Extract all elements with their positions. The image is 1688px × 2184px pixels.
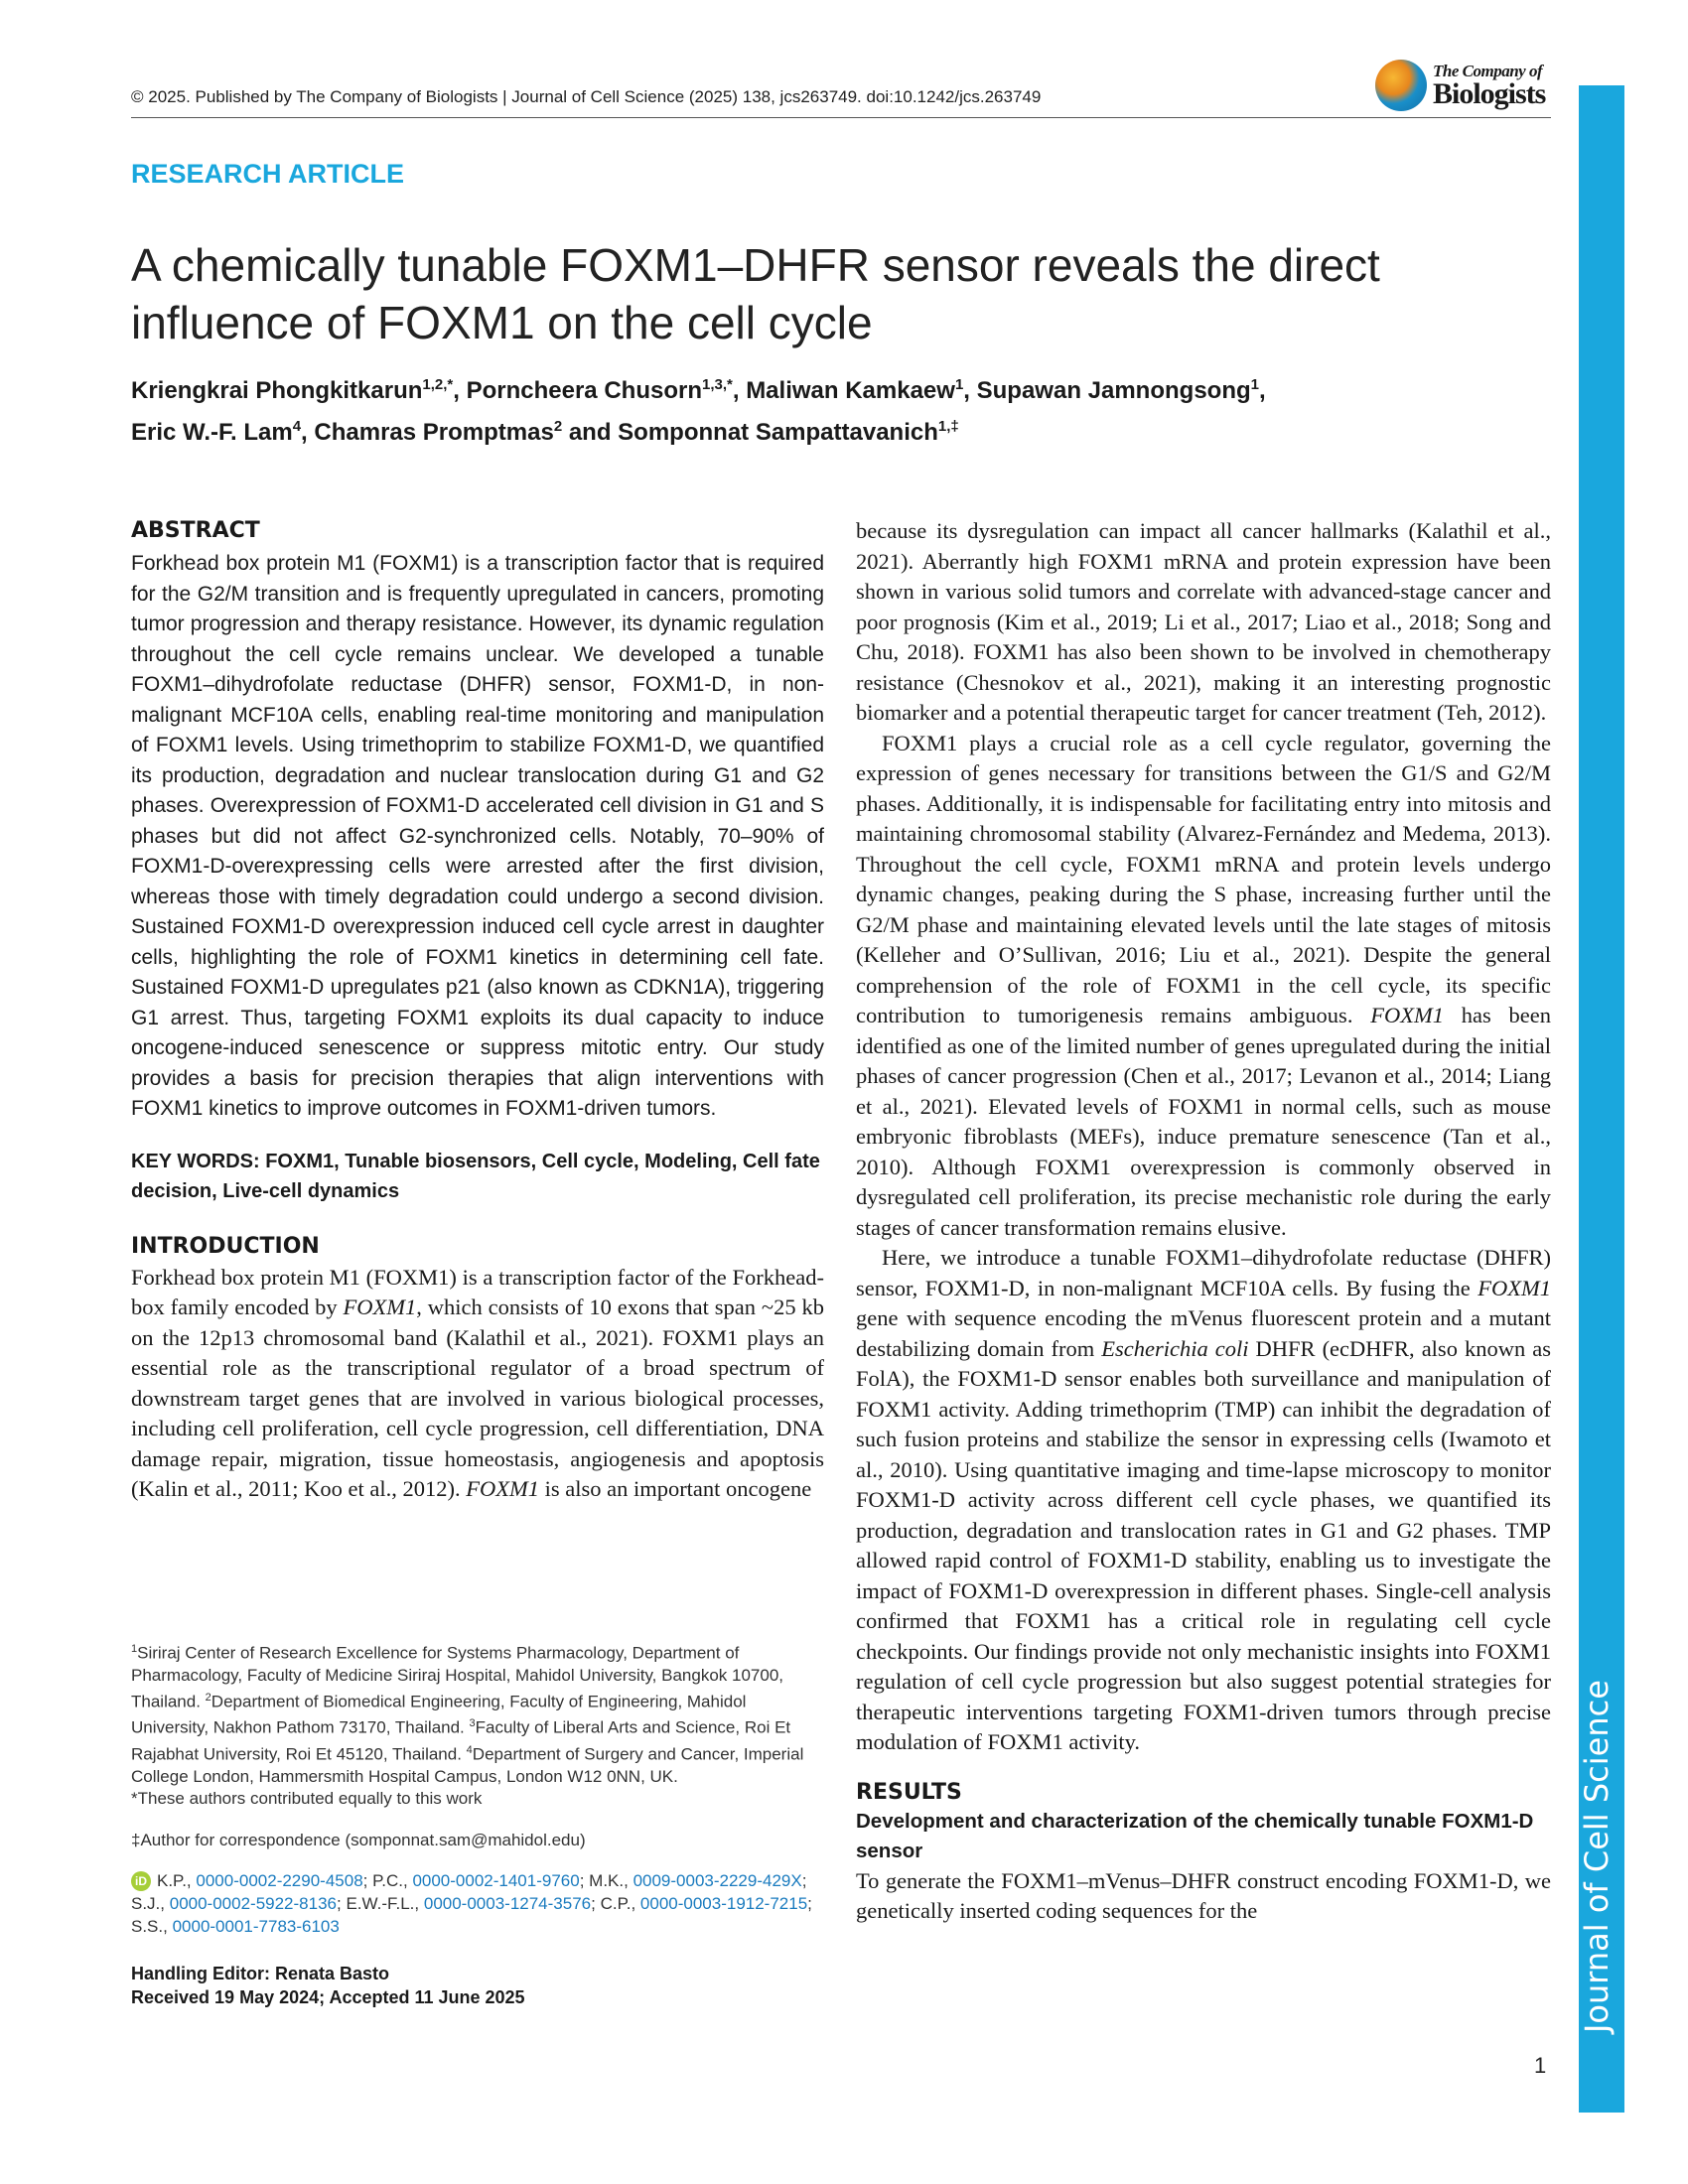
author-list [131,367,1561,451]
orcid-separator: ; [807,1893,812,1913]
author: Supawan Jamnongsong [976,377,1251,404]
page-number: 1 [1534,2053,1547,2078]
author-separator: , [301,419,315,446]
orcid-author: K.P., [157,1870,197,1890]
orcid-link[interactable]: 0000-0001-7783-6103 [172,1916,340,1936]
author-separator: , [1259,377,1266,404]
sidebar-journal-name: Journal of Cell Science [1578,1680,1616,2033]
correspondence-note: ‡Author for correspondence (somponnat.sam@mahidol.edu) [131,1830,586,1849]
received-accepted-dates: Received 19 May 2024; Accepted 11 June 2025 [131,1986,525,2007]
body-text: gene with sequence encoding the mVenus fluorescent protein and a mutant destabilizing domain from [856,1305,1551,1361]
orcid-link[interactable]: 0000-0003-1912-7215 [639,1893,808,1913]
author-affiliation-marker: 1,‡ [937,418,959,435]
author: Chamras Promptmas [314,419,554,446]
orcid-author: M.K., [589,1870,633,1890]
paragraph-cancer-hallmarks: because its dysregulation can impact all cancer hallmarks (Kalathil et al., 2021). Aberrantly high FOXM1 mRNA and protein expression have been shown in various solid tumors and correlate with advanced-stage cancer and poor prognosis (Kim et al., 2019; Li et al., 2017; Liao et al., 2018; Song and Chu, 2018). FOXM1 has also been shown to be involved in chemotherapy resistance (Chesnokov et al., 2021), making it an interesting prognostic biomarker and a potential therapeutic target for cancer treatment (Teh, 2012). [856,518,1551,725]
gene-name: FOXM1 [1477,1275,1551,1300]
abstract-text: Forkhead box protein M1 (FOXM1) is a transcription factor that is required for the G2/M transition and is frequently upregulated in cancers, promoting tumor progression and therapy resistance. However, its dynamic regulation throughout the cell cycle remains unclear. We developed a tunable FOXM1–dihydrofolate reductase (DHFR) sensor, FOXM1-D, in non-malignant MCF10A cells, enabling real-time monitoring and manipulation of FOXM1 levels. Using trimethoprim to stabilize FOXM1-D, we quantified its production, degradation and nuclear translocation during G1 and G2 phases. Overexpression of FOXM1-D accelerated cell division in G1 and S phases but did not affect G2-synchronized cells. Notably, 70–90% of FOXM1-D-overexpressing cells were arrested after the first division, whereas those with timely degradation could undergo a second division. Sustained FOXM1-D overexpression induced cell cycle arrest in daughter cells, highlighting the role of FOXM1 kinetics in determining cell fate. Sustained FOXM1-D upregulates p21 (also known as CDKN1A), triggering G1 arrest. Thus, targeting FOXM1 exploits its dual capacity to induce oncogene-induced senescence or suppress mitotic entry. Our study provides a basis for precision therapies that align interventions with FOXM1 kinetics to improve outcomes in FOXM1-driven tumors. [131,552,824,1120]
header-rule [131,117,1551,118]
author-affiliation-marker: 1,2,* [422,376,454,393]
results-subheading: Development and characterization of the chemically tunable FOXM1-D sensor [856,1809,1534,1862]
gene-name: FOXM1 [1370,1003,1444,1027]
author-affiliation-marker: 1 [1250,376,1259,393]
abstract-section [131,518,824,1505]
orcid-link[interactable]: 0000-0002-1401-9760 [412,1870,580,1890]
orcid-list [131,1869,824,1938]
author-separator: and [562,419,619,446]
right-column [856,516,1551,1927]
equal-contribution-note: *These authors contributed equally to this work [131,1788,483,1808]
author: Maliwan Kamkaew [746,377,955,404]
author-affiliation-marker: 1,3,* [701,376,733,393]
intro-text: is also an important oncogene [538,1476,812,1501]
affiliation-marker: 4 [466,1743,473,1756]
paragraph-sensor-introduction [856,1243,1551,1758]
orcid-author: P.C., [372,1870,413,1890]
body-text: has been identified as one of the limited number of genes upregulated during the initial phases of cancer progression (Chen et al., 2017; Levanon et al., 2014; Liang et al., 2021). Elevated levels of FOXM1 in normal cells, such as mouse embryonic fibroblasts (MEFs), induce premature senescence (Tan et al., 2010). Although FOXM1 overexpression is commonly observed in dysregulated cell proliferation, its precise mechanistic role during the early stages of cancer transformation remains elusive. [856,1003,1551,1240]
orcid-author: E.W.-F.L., [346,1893,424,1913]
abstract-heading: ABSTRACT [131,518,260,543]
orcid-author: C.P., [600,1893,640,1913]
orcid-link[interactable]: 0000-0003-1274-3576 [423,1893,592,1913]
keywords-label: KEY WORDS: [131,1150,260,1172]
article-type: RESEARCH ARTICLE [131,159,405,189]
author-affiliation-marker: 2 [553,418,563,435]
results-paragraph: To generate the FOXM1–mVenus–DHFR construct encoding FOXM1-D, we genetically inserted coding sequences for the [856,1867,1551,1923]
paragraph-cell-cycle-role [856,729,1551,1244]
author: Porncheera Chusorn [466,377,702,404]
author-affiliation-marker: 4 [292,418,302,435]
body-paragraph [856,516,1551,1758]
body-text: DHFR (ecDHFR, also known as FolA), the FOXM1-D sensor enables both surveillance and manipulation of FOXM1 activity. Adding trimethoprim (TMP) can inhibit the degradation of such fusion proteins and stabilize the sensor in expressing cells (Iwamoto et al., 2010). Using quantitative imaging and time-lapse microscopy to monitor FOXM1-D activity across different cell cycle phases, we quantified its production, degradation and translocation rates in G1 and G2 phases. TMP allowed rapid control of FOXM1-D stability, enabling us to investigate the impact of FOXM1-D overexpression in different phases. Single-cell analysis confirmed that FOXM1 has a critical role in regulating cell cycle checkpoints. Our findings provide not only mechanistic insights into FOXM1 regulation of cell cycle progression but also suggest potential strategies for therapeutic interventions targeting FOXM1-driven tumors through precise modulation of FOXM1 activity. [856,1335,1551,1754]
intro-text: , which consists of 10 exons that span ~25 kb on the 12p13 chromosomal band (Kalathil et al., 2021). FOXM1 plays an essential role as the transcriptional regulator of a broad spectrum of downstream target genes that are involved in various biological processes, including cell proliferation, cell cycle progression, cell differentiation, DNA damage repair, migration, tissue homeostasis, angiogenesis and apoptosis (Kalin et al., 2011; Koo et al., 2012). [131,1295,824,1501]
results-heading: RESULTS [856,1779,962,1805]
logo-globe-icon [1375,60,1427,111]
orcid-separator: ; [337,1893,347,1913]
intro-text: Forkhead box protein M1 (FOXM1) is a transcription factor of the Forkhead-box family encoded by [131,1264,824,1319]
orcid-link[interactable]: 0000-0002-5922-8136 [169,1893,337,1913]
logo-text-line2: Biologists [1433,77,1546,110]
author-separator: , [732,377,747,404]
orcid-separator: ; [362,1870,373,1890]
affiliation: Department of Surgery and Cancer, Imperial College London, Hammersmith Hospital Campus, London W12 0NN, UK. [131,1744,804,1786]
handling-editor: Handling Editor: Renata Basto [131,1963,390,1983]
introduction-heading: INTRODUCTION [131,1233,320,1259]
keywords-text: FOXM1, Tunable biosensors, Cell cycle, Modeling, Cell fate decision, Live-cell dynamics [131,1150,820,1202]
affiliations [131,1638,824,1788]
affiliation: Siriraj Center of Research Excellence for Systems Pharmacology, Department of Pharmacology, Faculty of Medicine Siriraj Hospital, Mahidol University, Bangkok 10700, Thailand. [131,1643,783,1711]
journal-citation-header: © 2025. Published by The Company of Biologists | Journal of Cell Science (2025) 138, jcs263749. doi:10.1242/jcs.263749 [131,87,1042,106]
orcid-separator: ; [591,1893,601,1913]
publisher-logo [1375,58,1549,117]
orcid-separator: ; [801,1870,807,1890]
author-separator: , [963,377,977,404]
orcid-link[interactable]: 0000-0002-2290-4508 [196,1870,363,1890]
journal-sidebar [1579,85,1624,2113]
introduction-paragraph [131,1263,824,1505]
gene-name: FOXM1 [466,1476,539,1501]
affiliation-marker: 1 [131,1643,138,1655]
orcid-link[interactable]: 0009-0003-2229-429X [633,1870,802,1890]
logo-text-line1: The Company of [1433,62,1543,80]
keywords [131,1147,824,1206]
body-text: FOXM1 plays a crucial role as a cell cycle regulator, governing the expression of genes necessary for transitions between the G1/S and G2/M phases. Additionally, it is indispensable for facilitating entry into mitosis and maintaining chromosomal stability (Alvarez-Fernández and Medema, 2013). Throughout the cell cycle, FOXM1 mRNA and protein levels undergo dynamic changes, peaking during the S phase, increasing further until the G2/M phase and maintaining elevated levels until the late stages of mitosis (Kelleher and O’Sullivan, 2016; Liu et al., 2021). Despite the general comprehension of the role of FOXM1 in the cell cycle, its specific contribution to tumorigenesis remains ambiguous. [856,730,1551,1027]
orcid-separator: ; [579,1870,590,1890]
author: Eric W.-F. Lam [131,419,293,446]
affiliation-marker: 2 [205,1691,211,1704]
author-affiliation-marker: 1 [954,376,964,393]
affiliation: Department of Biomedical Engineering, Faculty of Engineering, Mahidol University, Nakhon Pathom 73170, Thailand. [131,1692,747,1737]
affiliation: Faculty of Liberal Arts and Science, Roi Et Rajabhat University, Roi Et 45120, Thailand. [131,1717,791,1764]
orcid-author: S.S., [131,1916,173,1936]
author: Somponnat Sampattavanich [618,419,938,446]
article-title: A chemically tunable FOXM1–DHFR sensor reveals the direct influence of FOXM1 on the cell cycle [131,239,1380,348]
author: Kriengkrai Phongkitkarun [131,377,423,404]
body-text: Here, we introduce a tunable FOXM1–dihydrofolate reductase (DHFR) sensor, FOXM1-D, in non-malignant MCF10A cells. By fusing the [856,1245,1551,1300]
footnotes [131,1638,824,2009]
affiliation-marker: 3 [469,1717,476,1730]
species-name: Escherichia coli [1101,1335,1249,1361]
author-separator: , [453,377,467,404]
orcid-icon: iD [131,1871,151,1891]
gene-name: FOXM1 [343,1295,417,1319]
orcid-author: S.J., [131,1893,170,1913]
